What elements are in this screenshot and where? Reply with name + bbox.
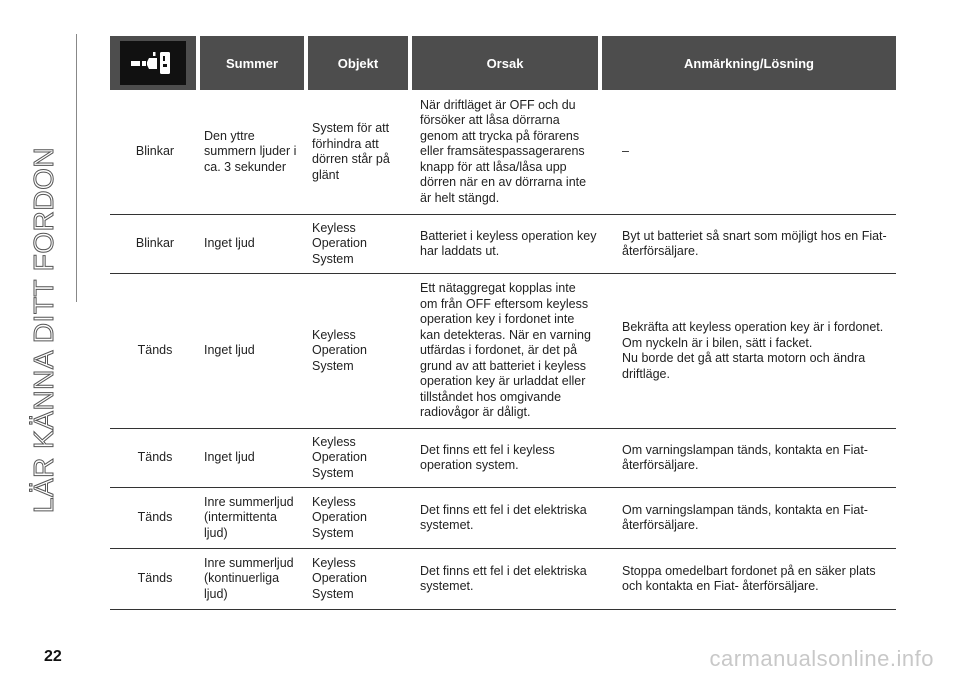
cell-summer: Inget ljud — [204, 450, 255, 465]
cell-anmarkning: Om varningslampan tänds, kontakta en Fiat- återförsäljare. — [622, 502, 868, 532]
cell-orsak: Ett nätaggregat kopplas inte om från OFF eftersom keyless operation key i fordonet inte kan detekteras. När en varning utfärdas i fordonet, är det på grund av att batteriet i keyless operation key är urladdat eller tillståndet hos omgivande radiovågor är dåligt. — [420, 281, 591, 420]
cell-summer: Inget ljud — [204, 343, 255, 358]
watermark: carmanualsonline.info — [709, 646, 934, 671]
cell-objekt: Keyless Operation System — [312, 494, 367, 540]
cell-objekt: Keyless Operation System — [312, 434, 367, 480]
cell-signal: Tänds — [137, 510, 173, 525]
cell-orsak: Det finns ett fel i det elektriska systemet. — [420, 502, 587, 532]
cell-orsak: Det finns ett fel i det elektriska systemet. — [420, 563, 587, 593]
cell-summer: Inre summerljud (kontinuerliga ljud) — [204, 555, 294, 601]
header-orsak: Orsak — [412, 36, 598, 90]
side-divider — [76, 34, 77, 302]
cell-anmarkning: Byt ut batteriet så snart som möjligt hos en Fiat- återförsäljare. — [622, 228, 887, 258]
cell-summer: Inget ljud — [204, 236, 255, 251]
cell-objekt: System för att förhindra att dörren står på glänt — [312, 121, 390, 182]
header-icon-cell — [110, 36, 196, 90]
cell-signal: Tänds — [137, 450, 173, 465]
warning-table — [110, 36, 896, 610]
table-row — [110, 429, 896, 488]
table-row — [110, 274, 896, 429]
table-header — [110, 36, 896, 90]
table-row — [110, 488, 896, 549]
cell-objekt: Keyless Operation System — [312, 220, 367, 266]
cell-signal: Tänds — [137, 343, 173, 358]
table-body — [110, 90, 896, 610]
cell-objekt: Keyless Operation System — [312, 555, 367, 601]
side-chapter-title: LÄR KÄNNA DITT FORDON — [28, 146, 59, 514]
cell-signal: Blinkar — [135, 144, 175, 159]
cell-orsak: Batteriet i keyless operation key har laddats ut. — [420, 228, 597, 258]
header-anmarkning: Anmärkning/Lösning — [602, 36, 896, 90]
keyless-warning-icon — [120, 41, 186, 85]
cell-anmarkning: Om varningslampan tänds, kontakta en Fiat- återförsäljare. — [622, 442, 868, 472]
cell-objekt: Keyless Operation System — [312, 327, 367, 373]
cell-anmarkning: Bekräfta att keyless operation key är i fordonet. Om nyckeln är i bilen, sätt i facket. Nu borde det gå att starta motorn och ändra driftläge. — [622, 320, 884, 381]
header-summer: Summer — [200, 36, 304, 90]
cell-orsak: Det finns ett fel i keyless operation system. — [420, 442, 555, 472]
cell-anmarkning: – — [622, 144, 629, 159]
table-row — [110, 549, 896, 610]
cell-anmarkning: Stoppa omedelbart fordonet på en säker plats och kontakta en Fiat- återförsäljare. — [622, 563, 876, 593]
cell-orsak: När driftläget är OFF och du försöker att låsa dörrarna genom att trycka på förarens eller framsätespassagerarens knapp för att låsa/låsa upp dörren när en av dörrarna inte är helt stängd. — [420, 97, 587, 205]
cell-summer: Inre summerljud (intermittenta ljud) — [204, 494, 294, 540]
cell-summer: Den yttre summern ljuder i ca. 3 sekunder — [204, 128, 297, 174]
cell-signal: Tänds — [137, 571, 173, 586]
header-objekt: Objekt — [308, 36, 408, 90]
cell-signal: Blinkar — [135, 236, 175, 251]
page-number: 22 — [44, 648, 62, 665]
table-row — [110, 215, 896, 274]
table-row — [110, 90, 896, 215]
